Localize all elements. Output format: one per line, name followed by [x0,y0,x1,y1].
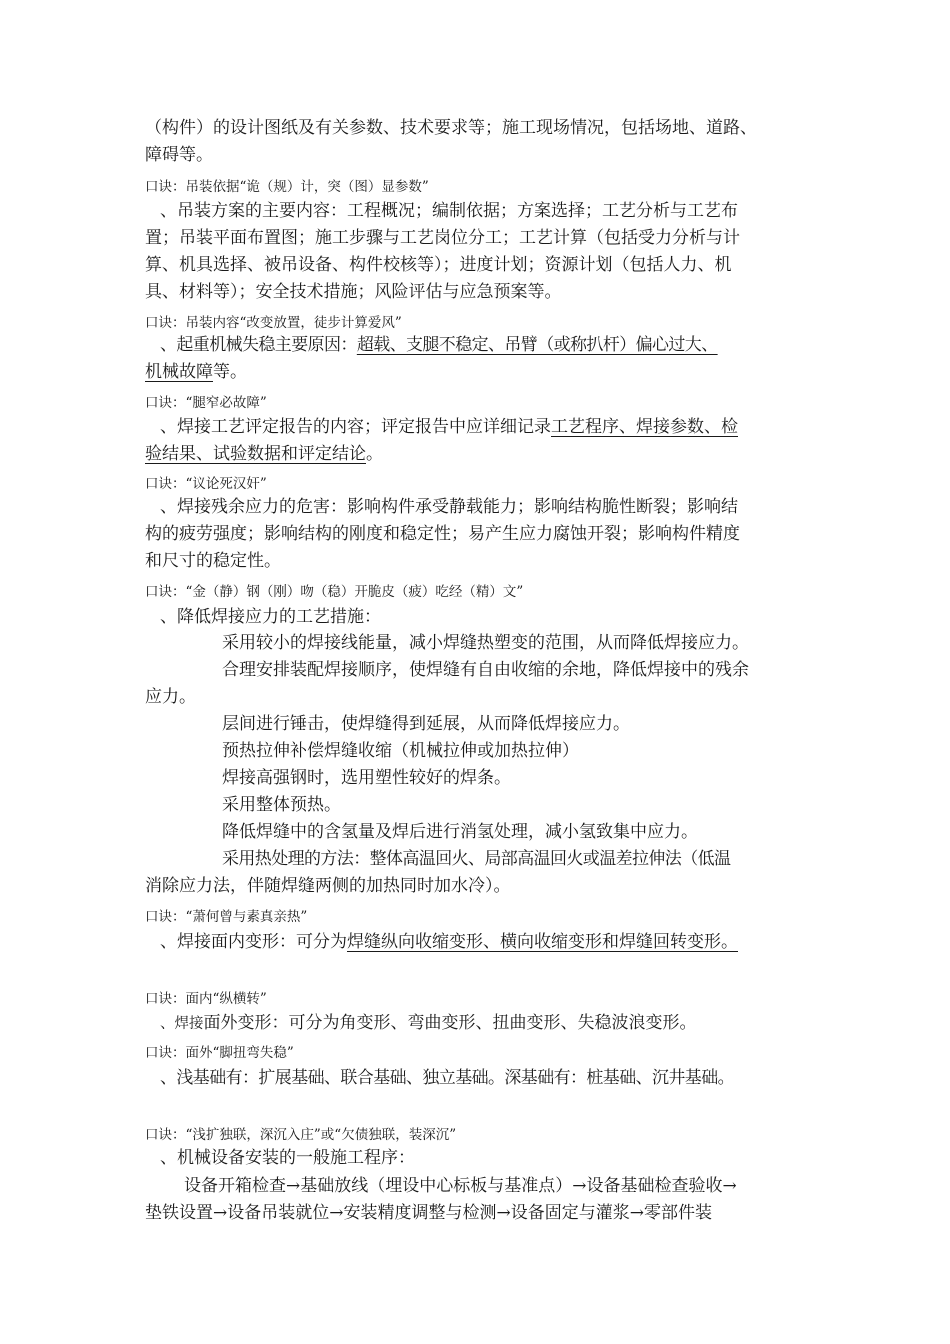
text-segment: 等。 [213,362,247,382]
mnemonic-line: 口诀：面外“脚扭弯失稳” [145,1045,294,1061]
text-line: 、降低焊接应力的工艺措施： [160,607,381,627]
mnemonic-line: 口诀：“萧何曾与素真亲热” [145,909,308,925]
text-line: 具、材料等）；安全技术措施；风险评估与应急预案等。 [145,282,562,302]
text-line: 、吊装方案的主要内容：工程概况；编制依据；方案选择；工艺分析与工艺布 [160,201,738,221]
text-line: 、浅基础有：扩展基础、联合基础、独立基础。深基础有：桩基础、沉井基础。 [160,1068,734,1088]
text-segment: 、焊接工艺评定报告的内容；评定报告中应详细记录 [160,417,551,437]
text-line: 算、机具选择、被吊设备、构件校核等）；进度计划；资源计划（包括人力、机 [145,255,732,275]
text-line: 降低焊缝中的含氢量及焊后进行消氢处理，减小氢致集中应力。 [222,822,698,842]
underlined-text: 验结果、试验数据和评定结论 [145,444,366,464]
text-line: 和尺寸的稳定性。 [145,551,281,571]
text-line [160,414,738,441]
underlined-text: 工艺程序、焊接参数、检 [551,417,738,437]
underlined-text: 焊缝纵向收缩变形、横向收缩变形和焊缝回转变形 [347,932,721,952]
text-line [160,1010,697,1038]
text-line [160,332,718,359]
text-line: 构的疲劳强度；影响结构的刚度和稳定性；易产生应力腐蚀开裂；影响构件精度 [145,524,740,544]
text-line: 置；吊装平面布置图；施工步骤与工艺岗位分工；工艺计算（包括受力分析与计 [145,228,740,248]
text-line: 层间进行锤击，使焊缝得到延展，从而降低焊接应力。 [222,714,630,734]
text-line [145,359,247,386]
text-line: 应力。 [145,687,196,707]
text-line: 垫铁设置→设备吊装就位→安装精度调整与检测→设备固定与灌浆→零部件装 [145,1203,712,1223]
text-segment: 。 [366,444,383,464]
text-line [145,441,383,468]
text-line: 预热拉伸补偿焊缝收缩（机械拉伸或加热拉伸） [222,741,579,761]
mnemonic-line: 口诀：“浅扩独联，深沉入庄”或“欠债独联，装深沉” [145,1127,457,1143]
mnemonic-line: 口诀：吊装内容“改变放置，徒步计算爱风” [145,315,402,331]
text-line: 采用较小的焊接线能量，减小焊缝热塑变的范围，从而降低焊接应力。 [222,633,749,653]
text-segment: 、焊接 [160,1016,204,1032]
text-line [160,929,738,956]
text-line: 合理安排装配焊接顺序，使焊缝有自由收缩的余地，降低焊接中的残余 [222,660,749,680]
text-segment: 。 [721,932,738,952]
text-segment: 、焊接面内变形：可分为 [160,932,347,952]
mnemonic-line: 口诀：“金（静）钢（刚）吻（稳）开脆皮（疲）吃经（精）文” [145,584,524,600]
mnemonic-line: 口诀：吊装依据“诡（规）计，突（图）显参数” [145,179,429,195]
underlined-text: 机械故障 [145,362,213,382]
text-line: 设备开箱检查→基础放线（埋设中心标板与基准点）→设备基础检查验收→ [184,1176,737,1196]
mnemonic-line: 口诀：“议论死汉奸” [145,476,267,492]
text-segment: 、起重机械失稳主要原因： [160,335,357,355]
text-line: 采用整体预热。 [222,795,341,815]
text-line: 、机械设备安装的一般施工程序： [160,1148,415,1168]
text-line: 、焊接残余应力的危害：影响构件承受静载能力；影响结构脆性断裂；影响结 [160,497,738,517]
underlined-text: 超载、支腿不稳定、吊臂（或称扒杆）偏心过大、 [356,335,718,355]
text-line: 消除应力法，伴随焊缝两侧的加热同时加水冷）。 [145,876,511,896]
text-line: （构件）的设计图纸及有关参数、技术要求等；施工现场情况，包括场地、道路、 [145,118,757,138]
text-line: 采用热处理的方法：整体高温回火、局部高温回火或温差拉伸法（低温 [222,849,731,869]
text-segment: 面外变形：可分为角变形、弯曲变形、扭曲变形、失稳波浪变形。 [203,1013,697,1033]
mnemonic-line: 口诀：面内“纵横转” [145,991,267,1007]
text-line: 焊接高强钢时，选用塑性较好的焊条。 [222,768,511,788]
mnemonic-line: 口诀：“腿窄必故障” [145,395,267,411]
text-line: 障碍等。 [145,145,213,165]
